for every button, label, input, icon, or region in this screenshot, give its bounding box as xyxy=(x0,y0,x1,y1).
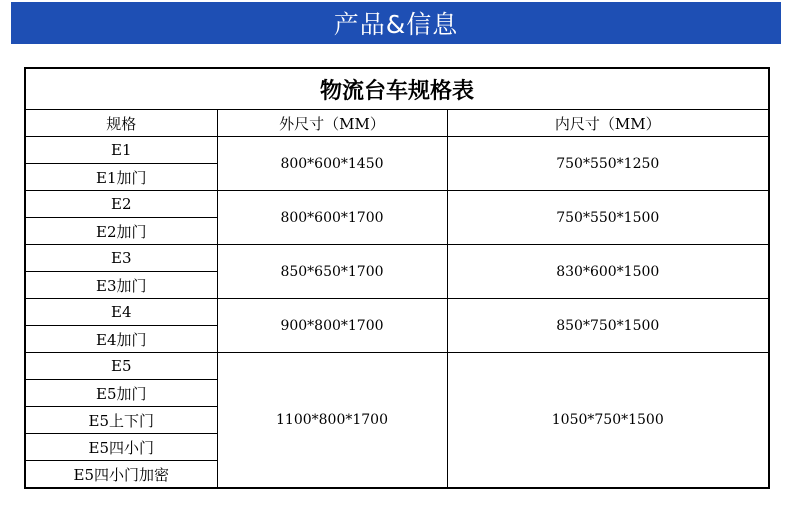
inner-size-cell: 750*550*1500 xyxy=(447,191,769,245)
table-row xyxy=(25,299,769,326)
table-row xyxy=(25,191,769,218)
outer-size-cell: 1100*800*1700 xyxy=(217,353,447,489)
spec-name-cell: E3加门 xyxy=(25,272,217,299)
inner-size-cell: 750*550*1250 xyxy=(447,137,769,191)
inner-size-cell: 830*600*1500 xyxy=(447,245,769,299)
table-row xyxy=(25,137,769,164)
spec-name-cell: E2 xyxy=(25,191,217,218)
header-spec: 规格 xyxy=(25,110,217,137)
header-outer-size: 外尺寸（MM） xyxy=(217,110,447,137)
spec-name-cell: E5上下门 xyxy=(25,407,217,434)
spec-name-cell: E3 xyxy=(25,245,217,272)
outer-size-cell: 900*800*1700 xyxy=(217,299,447,353)
spec-name-cell: E1 xyxy=(25,137,217,164)
spec-name-cell: E5四小门加密 xyxy=(25,461,217,489)
table-row xyxy=(25,245,769,272)
banner-title: 产品&信息 xyxy=(333,10,459,39)
outer-size-cell: 850*650*1700 xyxy=(217,245,447,299)
spec-name-cell: E4 xyxy=(25,299,217,326)
table-row xyxy=(25,353,769,380)
spec-name-cell: E5 xyxy=(25,353,217,380)
spec-name-cell: E5四小门 xyxy=(25,434,217,461)
header-row xyxy=(25,110,769,137)
spec-name-cell: E1加门 xyxy=(25,164,217,191)
inner-size-cell: 1050*750*1500 xyxy=(447,353,769,489)
inner-size-cell: 850*750*1500 xyxy=(447,299,769,353)
caption-row xyxy=(25,68,769,110)
spec-name-cell: E5加门 xyxy=(25,380,217,407)
spec-name-cell: E2加门 xyxy=(25,218,217,245)
spec-table xyxy=(24,67,770,489)
table-caption: 物流台车规格表 xyxy=(25,68,769,110)
spec-name-cell: E4加门 xyxy=(25,326,217,353)
header-banner xyxy=(11,2,781,44)
outer-size-cell: 800*600*1700 xyxy=(217,191,447,245)
outer-size-cell: 800*600*1450 xyxy=(217,137,447,191)
header-inner-size: 内尺寸（MM） xyxy=(447,110,769,137)
